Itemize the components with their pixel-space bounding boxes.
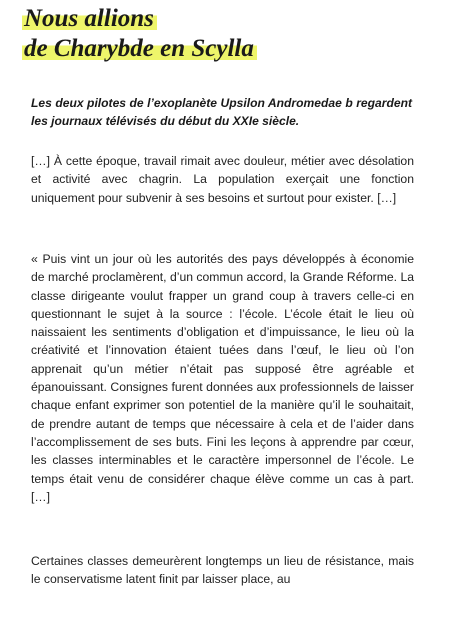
body-paragraph-3: Certaines classes demeurèrent longtemps un lieu de résistance, mais le conservatisme latent finit par laisser place, au — [31, 554, 414, 587]
body-paragraph-1: […] À cette époque, travail rimait avec douleur, métier avec désolation et activité avec chagrin. La population exerçait une fonction uniquement pour subvenir à ses besoins et surtout pour exister. […] — [31, 154, 414, 205]
lead-paragraph: Les deux pilotes de l’exoplanète Upsilon Andromedae b regardent les journaux télévisés du début du XXIe siècle. — [31, 96, 412, 128]
title-line-1 — [22, 4, 157, 33]
title-line-2 — [22, 34, 257, 63]
body-paragraph-2: « Puis vint un jour où les autorités des pays développés à économie de marché proclamèrent, d’un commun accord, la Grande Réforme. La classe dirigeante voulut frapper un grand coup à travers celle-ci en questionnant le sujet à la source : l’école. L’école était le lieu où naissaient les sentiments d’obligation et d’impuissance, le lieu où la créativité et l’innovation étaient tuées dans l’œuf, le lieu où l’on apprenait qu’un métier n’était pas supposé être agréable et épanouissant. Consignes furent données aux professionnels de laisser chaque enfant exprimer son potentiel de la manière qu’il le souhaitait, de prendre autant de temps que nécessaire à cela et de l’aider dans l’accomplissement de ses buts. Fini les leçons à apprendre par cœur, les classes interminables et le caractère impersonnel de l’école. Le temps était venu de considérer chaque élève comme un cas à part. […] — [31, 252, 414, 504]
title-highlight-2: de Charybde en Scylla — [22, 35, 257, 62]
title-highlight-1: Nous allions — [22, 5, 157, 32]
